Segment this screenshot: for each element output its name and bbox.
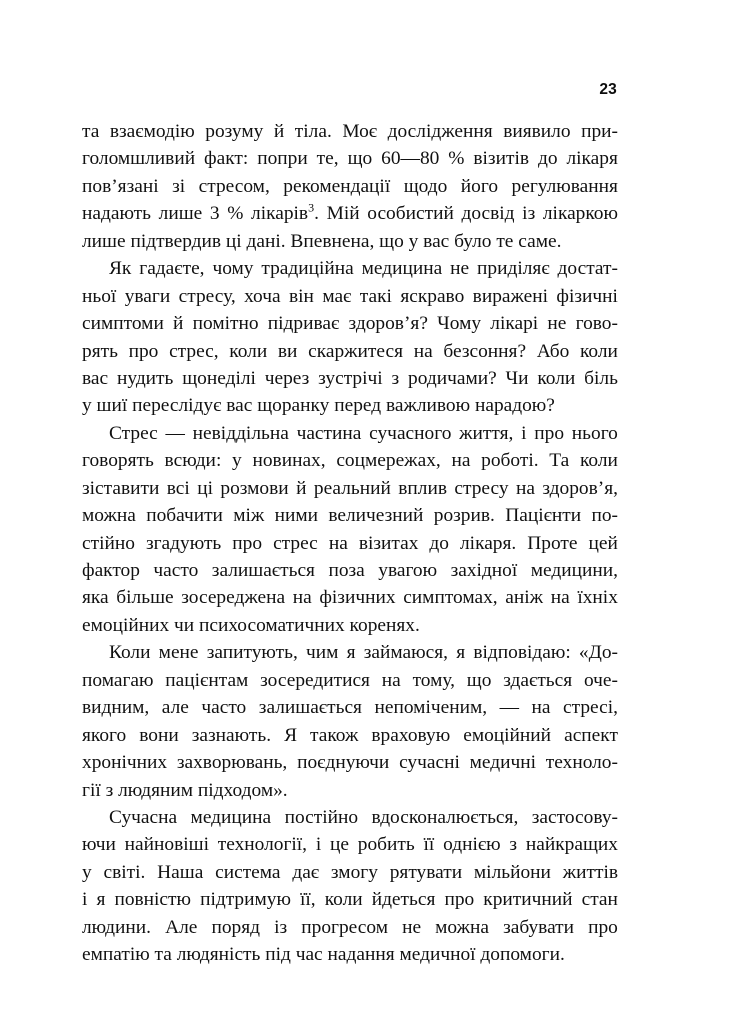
line-word: щодо xyxy=(403,175,448,197)
text-line xyxy=(82,804,618,831)
text-line xyxy=(82,145,618,172)
line-word: на xyxy=(550,587,570,609)
line-word: тому, xyxy=(412,669,455,691)
line-word: про xyxy=(588,916,618,938)
line-word: стійно xyxy=(82,532,135,554)
line-word: зосередитися xyxy=(260,669,370,691)
line-word: що xyxy=(347,148,373,170)
line-word: на xyxy=(328,532,348,554)
line-word: пов’язані xyxy=(82,175,159,197)
line-word: реальний xyxy=(313,477,391,499)
line-word: такі xyxy=(359,285,392,307)
line-word: — xyxy=(165,422,185,444)
line-word: між xyxy=(233,505,265,527)
line-word: запитують, xyxy=(206,642,298,664)
text-line xyxy=(82,502,618,529)
line-word: говорять xyxy=(82,450,154,472)
line-word: її xyxy=(423,834,435,856)
line-word: Наша xyxy=(157,861,204,883)
line-word: гадаєте, xyxy=(139,258,205,280)
line-word: про xyxy=(128,340,159,362)
line-word: він xyxy=(289,285,314,307)
text-line: гії з людяним підходом». xyxy=(82,779,288,801)
line-word: сучасного xyxy=(369,422,452,444)
line-word: видним, xyxy=(82,697,150,719)
footnote-marker[interactable]: 3 xyxy=(308,200,315,215)
line-word: медицини, xyxy=(530,560,618,581)
line-word: залишається xyxy=(211,560,315,581)
line-word: відповідаю: xyxy=(473,642,571,664)
line-word: їхніх xyxy=(577,587,618,609)
line-word: що xyxy=(466,669,492,691)
line-word: про xyxy=(444,889,475,911)
line-word: й xyxy=(296,477,307,499)
line-word: і xyxy=(82,889,88,911)
text-line xyxy=(82,447,618,474)
line-word: постійно xyxy=(284,806,359,828)
line-word: на xyxy=(451,450,471,472)
paragraph xyxy=(82,639,618,804)
text-line xyxy=(82,694,618,721)
line-word: рять xyxy=(82,340,118,362)
text-line xyxy=(82,722,618,749)
line-word: чому xyxy=(212,258,254,280)
text-line xyxy=(82,255,618,282)
line-word: підриває xyxy=(267,313,340,335)
line-word: медичні xyxy=(469,752,537,774)
line-word: критичний xyxy=(483,889,573,911)
text-line xyxy=(82,283,618,310)
line-word: яскраво xyxy=(400,285,465,307)
line-word: Коли xyxy=(109,642,151,664)
line-word: % xyxy=(448,148,465,170)
line-word: коли xyxy=(324,889,363,911)
line-word: «До- xyxy=(578,642,618,664)
line-word: цей xyxy=(588,532,618,554)
line-word: згадують xyxy=(145,532,222,554)
paragraph xyxy=(82,118,618,255)
line-word: через xyxy=(264,367,310,389)
line-word: Проте xyxy=(527,532,578,554)
line-word: і xyxy=(315,834,322,856)
line-word: до xyxy=(429,532,449,554)
line-word: захворювань, xyxy=(176,752,288,774)
line-word: скаржитеся xyxy=(308,340,404,362)
line-word: рекомендації xyxy=(283,175,391,197)
line-word: Але xyxy=(165,916,198,938)
line-word: враховую xyxy=(371,724,451,746)
line-word: забувати xyxy=(503,916,575,938)
line-word: стресу, xyxy=(178,285,236,307)
line-word: помітно xyxy=(192,313,259,335)
line-word: з xyxy=(509,834,518,856)
line-word: дає xyxy=(292,861,320,883)
line-word: й xyxy=(173,313,184,335)
paragraph xyxy=(82,420,618,640)
line-word: — xyxy=(499,697,519,719)
line-word: Як xyxy=(109,258,132,280)
line-word: коли xyxy=(537,367,576,389)
line-word: щонеділі xyxy=(182,367,256,389)
line-word: традиційна xyxy=(261,258,354,280)
line-word: фізичних xyxy=(319,587,396,609)
line-word: зі xyxy=(172,175,186,197)
line-word: однією xyxy=(443,834,501,856)
line-word: яка xyxy=(82,587,109,609)
line-word: емоційний xyxy=(463,724,552,746)
line-word: не xyxy=(547,313,567,335)
line-word: нудить xyxy=(116,367,174,389)
line-word: симптоми xyxy=(82,313,164,335)
line-word: Стрес xyxy=(109,422,158,444)
line-word: людини. xyxy=(82,916,152,938)
line-word: голомшливий xyxy=(82,148,196,170)
line-word: попри xyxy=(257,148,308,170)
line-word: змогу xyxy=(330,861,378,883)
line-word: поза xyxy=(328,560,365,581)
line-word: робить xyxy=(357,834,415,856)
line-word: увагою xyxy=(378,560,438,581)
line-word: здається xyxy=(503,669,573,691)
line-word: стресом, xyxy=(198,175,270,197)
line-word: Та xyxy=(549,450,570,472)
line-word: зустрічі xyxy=(318,367,383,389)
line-word: непоміченим, xyxy=(374,697,488,719)
line-word: часто xyxy=(153,560,199,581)
line-word: стресі, xyxy=(563,697,618,719)
line-word: рятувати xyxy=(389,861,463,883)
line-word: стрес, xyxy=(169,340,219,362)
line-word: ними xyxy=(274,505,319,527)
line-word: при- xyxy=(581,121,618,142)
line-word: побачити xyxy=(146,505,223,527)
line-word: пацієнтам xyxy=(165,669,249,691)
line-word: повністю xyxy=(114,889,191,911)
text-line xyxy=(82,310,618,337)
line-word: найновіші xyxy=(124,834,209,856)
line-word: на xyxy=(381,669,401,691)
body-text-block xyxy=(82,118,618,969)
line-word: лікаря xyxy=(566,148,618,170)
line-word: біль xyxy=(584,367,618,389)
line-word: Я xyxy=(284,724,297,746)
line-word: у xyxy=(82,861,92,883)
line-word: про xyxy=(232,532,263,554)
line-word: й xyxy=(273,121,285,142)
line-word: коли xyxy=(229,340,268,362)
line-word: всюди: xyxy=(164,450,222,472)
line-word: вдосконалюється, xyxy=(371,806,519,828)
line-word: до xyxy=(537,148,558,170)
line-word: підтримую xyxy=(200,889,291,911)
text-line-with-footnote xyxy=(82,200,618,227)
line-word: невіддільна xyxy=(192,422,289,444)
line-word: це xyxy=(330,834,349,856)
line-word: мільйони xyxy=(473,861,551,883)
text-line xyxy=(82,420,618,447)
text-line xyxy=(82,639,618,666)
line-word: якого xyxy=(82,724,127,746)
line-word: розуму xyxy=(205,121,264,142)
line-word: зіставити xyxy=(82,477,160,499)
line-word: стресу xyxy=(454,477,509,499)
line-word: ви xyxy=(277,340,298,362)
line-word: можна xyxy=(435,916,489,938)
text-line xyxy=(82,557,618,584)
text-line xyxy=(82,530,618,557)
line-word: по- xyxy=(591,505,618,527)
line-word: коли xyxy=(579,450,618,472)
line-word: дослідження xyxy=(387,121,493,142)
line-word: застосову- xyxy=(531,806,618,828)
line-word: фізичні xyxy=(556,285,618,307)
line-word: не xyxy=(402,916,422,938)
line-word: життів xyxy=(562,861,618,883)
line-word: розрив. xyxy=(433,505,495,527)
line-word: Або xyxy=(536,340,570,362)
text-line xyxy=(82,859,618,886)
line-word: гово- xyxy=(575,313,618,335)
line-word: виражені xyxy=(472,285,549,307)
text-line xyxy=(82,338,618,365)
line-word: виявило xyxy=(503,121,571,142)
line-word: життя, xyxy=(459,422,514,444)
line-word: ці xyxy=(197,477,213,499)
line-word: вас xyxy=(82,367,109,389)
line-word: технології, xyxy=(217,834,308,856)
line-word: мене xyxy=(158,642,199,664)
line-word: ньої xyxy=(82,285,117,307)
line-word: прогресом xyxy=(301,916,388,938)
line-word: стрес xyxy=(273,532,318,554)
line-word: розмови xyxy=(220,477,289,499)
line-word: займаюся, xyxy=(363,642,449,664)
line-word: ючи xyxy=(82,834,116,856)
line-word: Пацієнти xyxy=(505,505,582,527)
line-word: західної xyxy=(450,560,518,581)
line-word: аспект xyxy=(564,724,618,746)
text-line xyxy=(82,584,618,611)
line-word: лікаря. xyxy=(460,532,517,554)
line-word: у xyxy=(232,450,242,472)
page-number: 23 xyxy=(599,81,617,98)
line-word: на xyxy=(515,477,535,499)
line-word: вони xyxy=(139,724,179,746)
line-word: новинах, xyxy=(252,450,326,472)
line-word: із xyxy=(274,916,288,938)
line-word: я xyxy=(346,642,356,664)
line-word: роботі. xyxy=(481,450,539,472)
line-word: техноло- xyxy=(545,752,618,774)
line-word: візитів xyxy=(473,148,529,170)
line-word: нього xyxy=(571,422,618,444)
line-word: медицина xyxy=(361,258,443,280)
line-word: 60—80 xyxy=(381,148,440,170)
line-word: йдеться xyxy=(371,889,436,911)
line-word: достат- xyxy=(557,258,618,280)
line-word: поєднуючи xyxy=(297,752,390,774)
line-word: я xyxy=(96,889,106,911)
line-word: сучасні xyxy=(399,752,460,774)
line-word: чим xyxy=(306,642,339,664)
line-word: більше xyxy=(116,587,174,609)
line-word: її, xyxy=(300,889,316,911)
line-word: на xyxy=(292,587,312,609)
text-line xyxy=(82,365,618,392)
text-line xyxy=(82,749,618,776)
line-word: симптомах, xyxy=(403,587,498,609)
line-word: система xyxy=(215,861,281,883)
line-word: аніж xyxy=(505,587,544,609)
line-word: вплив xyxy=(398,477,447,499)
line-word: Моє xyxy=(342,121,378,142)
line-word: Чому xyxy=(437,313,482,335)
line-word: найкращих xyxy=(525,834,618,856)
line-word: на xyxy=(531,697,551,719)
line-word: і xyxy=(521,422,527,444)
line-word: також xyxy=(310,724,359,746)
line-word: про xyxy=(534,422,565,444)
line-word: не xyxy=(450,258,470,280)
paragraph xyxy=(82,804,618,969)
line-word: світі. xyxy=(103,861,146,883)
line-word: те, xyxy=(316,148,339,170)
line-word: візитах xyxy=(358,532,419,554)
line-word: регулювання xyxy=(511,175,618,197)
line-word: залишається xyxy=(258,697,362,719)
text-line xyxy=(82,831,618,858)
line-word: часто xyxy=(201,697,247,719)
line-word: безсоння? xyxy=(443,340,527,362)
line-word: фактор xyxy=(82,560,140,581)
line-word: здоров’я? xyxy=(348,313,428,335)
line-word: коли xyxy=(580,340,618,362)
line-word: взаємодію xyxy=(109,121,195,142)
text-line xyxy=(82,667,618,694)
text-line xyxy=(82,173,618,200)
line-word: хронічних xyxy=(82,752,168,774)
line-word: родичами? xyxy=(408,367,497,389)
line-text-part: . Мій особистий досвід із лікаркою xyxy=(314,203,618,225)
line-word: здоров’я, xyxy=(542,477,618,499)
text-line: емоційних чи психосоматичних коренях. xyxy=(82,614,420,636)
line-word: можна xyxy=(82,505,136,527)
line-word: тіла. xyxy=(294,121,332,142)
line-word: та xyxy=(82,121,100,142)
text-line xyxy=(82,914,618,941)
text-line xyxy=(82,118,618,145)
text-line xyxy=(82,475,618,502)
line-word: Чи xyxy=(505,367,529,389)
line-word: зазнають. xyxy=(191,724,272,746)
line-word: приділяє xyxy=(477,258,550,280)
line-text xyxy=(82,200,618,227)
line-word: стан xyxy=(581,889,618,911)
line-word: на xyxy=(413,340,433,362)
line-word: медицина xyxy=(190,806,272,828)
line-word: величезний xyxy=(328,505,424,527)
line-word: факт: xyxy=(204,148,249,170)
line-word: оче- xyxy=(583,669,618,691)
line-text-part: надають лише 3 % лікарів xyxy=(82,203,309,225)
line-word: зосереджена xyxy=(181,587,286,609)
text-line: лише підтвердив ці дані. Впевнена, що у вас було те саме. xyxy=(82,230,562,252)
line-word: має xyxy=(322,285,352,307)
paragraph xyxy=(82,255,618,420)
line-word: з xyxy=(391,367,400,389)
line-word: я xyxy=(456,642,466,664)
line-word: але xyxy=(161,697,189,719)
text-line: емпатію та людяність під час надання медичної допомоги. xyxy=(82,944,565,966)
line-word: всі xyxy=(166,477,190,499)
line-word: його xyxy=(460,175,499,197)
text-line xyxy=(82,886,618,913)
line-word: соцмережах, xyxy=(336,450,441,472)
text-line: у шиї переслідує вас щоранку перед важливою нарадою? xyxy=(82,395,555,417)
line-word: хоча xyxy=(244,285,281,307)
line-word: лікарі xyxy=(490,313,539,335)
line-word: поряд xyxy=(211,916,261,938)
line-word: уваги xyxy=(124,285,171,307)
line-word: помагаю xyxy=(82,669,154,691)
line-word: Сучасна xyxy=(109,806,178,828)
line-word: частина xyxy=(296,422,362,444)
